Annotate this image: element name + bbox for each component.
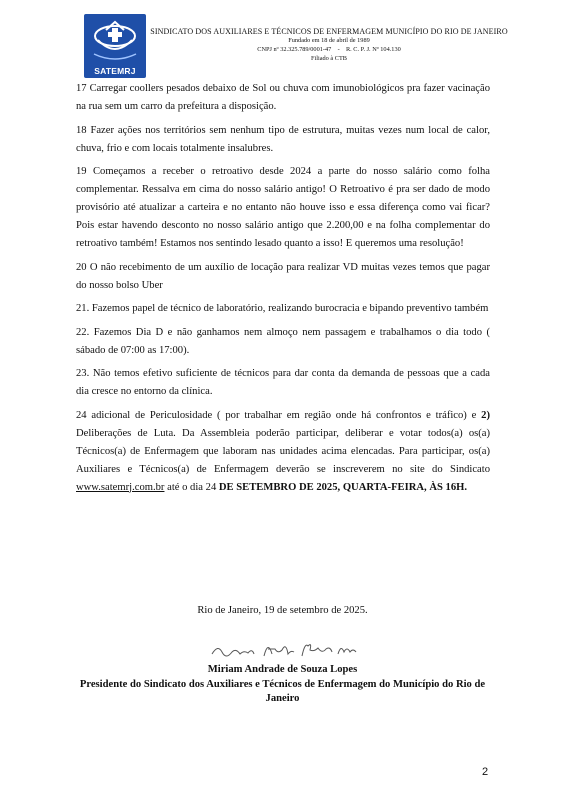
union-name: SINDICATO DOS AUXILIARES E TÉCNICOS DE ENFERMAGEM MUNICÍPIO DO RIO DE JANEIRO xyxy=(150,27,508,36)
letterhead-text xyxy=(148,27,510,63)
list-item: 18 Fazer ações nos territórios sem nenhum tipo de estrutura, muitas vezes num local de calor, chuva, frio e com locais totalmente insalubres. xyxy=(76,124,490,154)
letterhead xyxy=(0,0,565,82)
logo-text: SATEMRJ xyxy=(94,66,136,76)
list-item: 20 O não recebimento de um auxílio de locação para realizar VD muitas vezes temos que pagar do nosso bolso Uber xyxy=(76,261,490,291)
date-line: Rio de Janeiro, 19 de setembro de 2025. xyxy=(197,605,368,616)
item24-continuation: Deliberações de Luta. Da Assembleia poderão participar, deliberar e votar todos(a) os(a) Técnicos(a) de Enfermagem que laboram nas unidades acima elencadas. Para participar, os(a) Auxiliares e Técnicos(a) de Enfermagem deverão se inscreverem no site do Sindicato xyxy=(76,427,490,475)
list-item: 19 Começamos a receber o retroativo desde 2024 a parte do nosso salário como folha complementar. Ressalva em cima do nosso salário antigo! O Retroativo é pra ser dado de modo provisório até atualizar a carteira e no entanto não houve isso e essa diferença como vai ficar? Pois estar havendo desconto no nosso salário antigo que 2.200,00 e na folha complementar do retroativo também! Estamos nos sentindo lesado quanto a isso! E queremos uma resolução! xyxy=(76,166,490,249)
registry-info: CNPJ nº 32.325.789/0001-47 - R. C. P. J. Nº 104.130 xyxy=(257,46,401,53)
founded-date: Fundado em 18 de abril de 1989 xyxy=(288,37,370,44)
deadline: DE SETEMBRO DE 2025, QUARTA-FEIRA, ÀS 16H. xyxy=(218,481,468,493)
signer-role: Presidente do Sindicato dos Auxiliares e Técnicos de Enfermagem do Município do Rio de Janeiro xyxy=(79,678,486,704)
list-item: 22. Fazemos Dia D e não ganhamos nem almoço nem passagem e trabalhamos o dia todo ( sábado de 07:00 as 17:00). xyxy=(76,326,490,356)
item24-until: até o dia 24 xyxy=(164,481,219,493)
list-item-24 xyxy=(76,407,490,497)
site-link[interactable]: www.satemrj.com.br xyxy=(76,481,165,493)
item24-text: 24 adicional de Periculosidade ( por trabalhar em região onde há confrontos e tráfico) e xyxy=(76,409,482,421)
satemrj-logo xyxy=(84,14,146,78)
list-item: 23. Não temos efetivo suficiente de técnicos para dar conta da demanda de pessoas que a cada dia cresce no entorno da clínica. xyxy=(76,368,490,397)
list-item: 21. Fazemos papel de técnico de laboratório, realizando burocracia e bipando preventivo também xyxy=(76,303,489,314)
list-item: 17 Carregar coollers pesados debaixo de Sol ou chuva com imunobiológicos pra fazer vacinação na rua sem um carro da prefeitura a disposição. xyxy=(76,83,490,112)
signer-block xyxy=(0,663,565,707)
document-body xyxy=(76,80,490,502)
handwritten-signature xyxy=(208,636,358,662)
item24-bold: 2) xyxy=(481,409,490,421)
affiliation: Filiado à CTB xyxy=(310,55,348,62)
page-number: 2 xyxy=(482,766,489,778)
signer-name: Miriam Andrade de Souza Lopes xyxy=(207,664,358,675)
